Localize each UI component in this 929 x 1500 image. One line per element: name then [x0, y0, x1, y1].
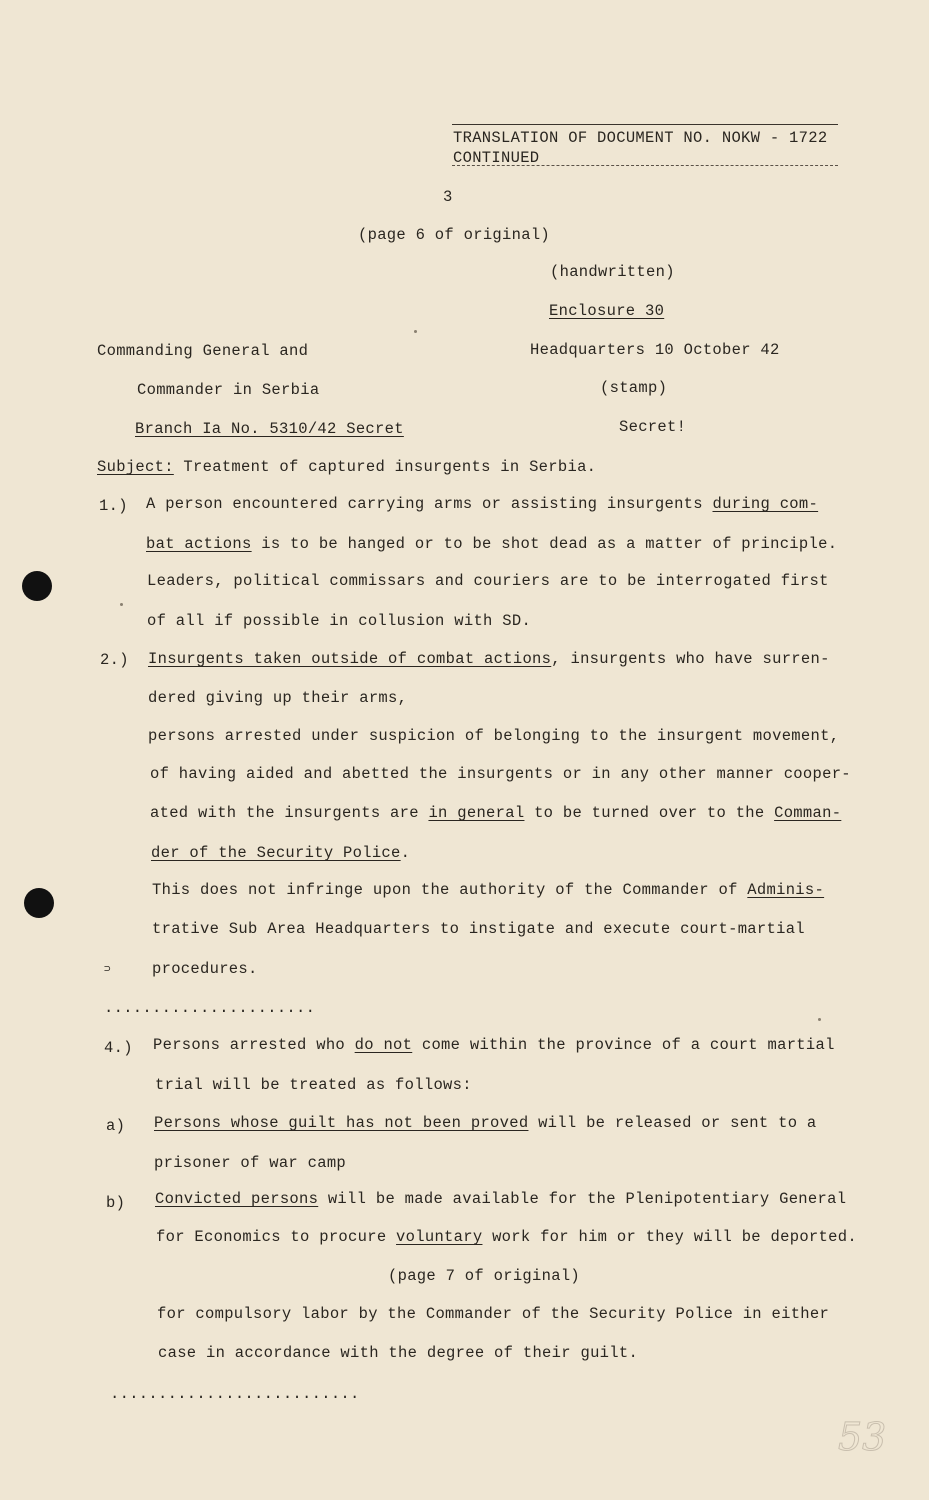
translation-title: TRANSLATION OF DOCUMENT NO. NOKW - 1722 [453, 129, 828, 147]
item-4-line-1: Persons arrested who do not come within the province of a court martial [153, 1036, 835, 1054]
item-1-line-2: bat actions is to be hanged or to be shot dead as a matter of principle. [146, 535, 838, 553]
item-2-line-9: procedures. [152, 960, 258, 978]
item-4-number: 4.) [104, 1039, 133, 1057]
item-4b-line-3: for compulsory labor by the Commander of the Security Police in either [157, 1305, 830, 1323]
commander-serbia: Commander in Serbia [137, 381, 320, 399]
item-4a-line-1: Persons whose guilt has not been proved will be released or sent to a [154, 1114, 817, 1132]
enclosure-label: Enclosure 30 [549, 302, 665, 320]
omission-dots-2: .......................... [110, 1385, 360, 1403]
secret-mark: Secret! [619, 418, 687, 436]
item-2-line-7: This does not infringe upon the authority of the Commander of Adminis- [152, 881, 825, 899]
item-4b-line-1: Convicted persons will be made available for the Plenipotentiary General [155, 1190, 847, 1208]
stamp-note: (stamp) [600, 379, 668, 397]
paper-speck [120, 603, 123, 606]
item-2-line-2: dered giving up their arms, [148, 689, 408, 707]
commanding-general: Commanding General and [97, 342, 309, 360]
handwritten-note: (handwritten) [550, 263, 675, 281]
item-1-number: 1.) [99, 497, 128, 515]
item-2-line-6: der of the Security Police. [151, 844, 411, 862]
paper-speck [818, 1018, 821, 1021]
item-2-line-4: of having aided and abetted the insurgents or in any other manner cooper- [150, 765, 851, 783]
item-4b-label: b) [106, 1194, 126, 1212]
item-2-line-3: persons arrested under suspicion of belonging to the insurgent movement, [148, 727, 840, 745]
item-1-line-4: of all if possible in collusion with SD. [147, 612, 532, 630]
item-2-line-5: ated with the insurgents are in general to be turned over to the Comman- [150, 804, 842, 822]
headquarters-date: Headquarters 10 October 42 [530, 341, 780, 359]
item-2-number: 2.) [100, 651, 129, 669]
page-number: 3 [443, 188, 453, 206]
item-4a-line-2: prisoner of war camp [154, 1154, 347, 1172]
handwritten-page-number [834, 1412, 894, 1460]
item-2-line-1: Insurgents taken outside of combat actions, insurgents who have surren- [148, 650, 830, 668]
header-bottom-rule [452, 165, 838, 166]
subject-text: Treatment of captured insurgents in Serbia. [183, 458, 597, 476]
continued-label: CONTINUED [453, 149, 540, 167]
subject-label: Subject: [97, 458, 174, 476]
omission-dots-1: ...................... [104, 999, 316, 1017]
item-4-line-2: trial will be treated as follows: [155, 1076, 472, 1094]
item-1-line-3: Leaders, political commissars and couriers are to be interrogated first [147, 572, 829, 590]
original-page-reference-6: (page 6 of original) [358, 226, 551, 244]
original-page-reference-7: (page 7 of original) [388, 1267, 581, 1285]
item-4b-line-4: case in accordance with the degree of their guilt. [158, 1344, 639, 1362]
punch-hole-top [22, 571, 52, 601]
item-4a-label: a) [106, 1117, 126, 1135]
item-4b-line-2: for Economics to procure voluntary work for him or they will be deported. [156, 1228, 857, 1246]
item-1-line-1: A person encountered carrying arms or assisting insurgents during com- [146, 495, 819, 513]
header-top-rule [452, 124, 838, 125]
item-2-line-8: trative Sub Area Headquarters to instigate and execute court-martial [152, 920, 805, 938]
margin-mark: ⊃ [104, 964, 111, 976]
paper-speck [414, 330, 417, 333]
punch-hole-bottom [24, 888, 54, 918]
handwritten-page-number-text: 53 [838, 1415, 887, 1459]
subject-line [97, 457, 596, 477]
branch-reference: Branch Ia No. 5310/42 Secret [135, 420, 404, 438]
